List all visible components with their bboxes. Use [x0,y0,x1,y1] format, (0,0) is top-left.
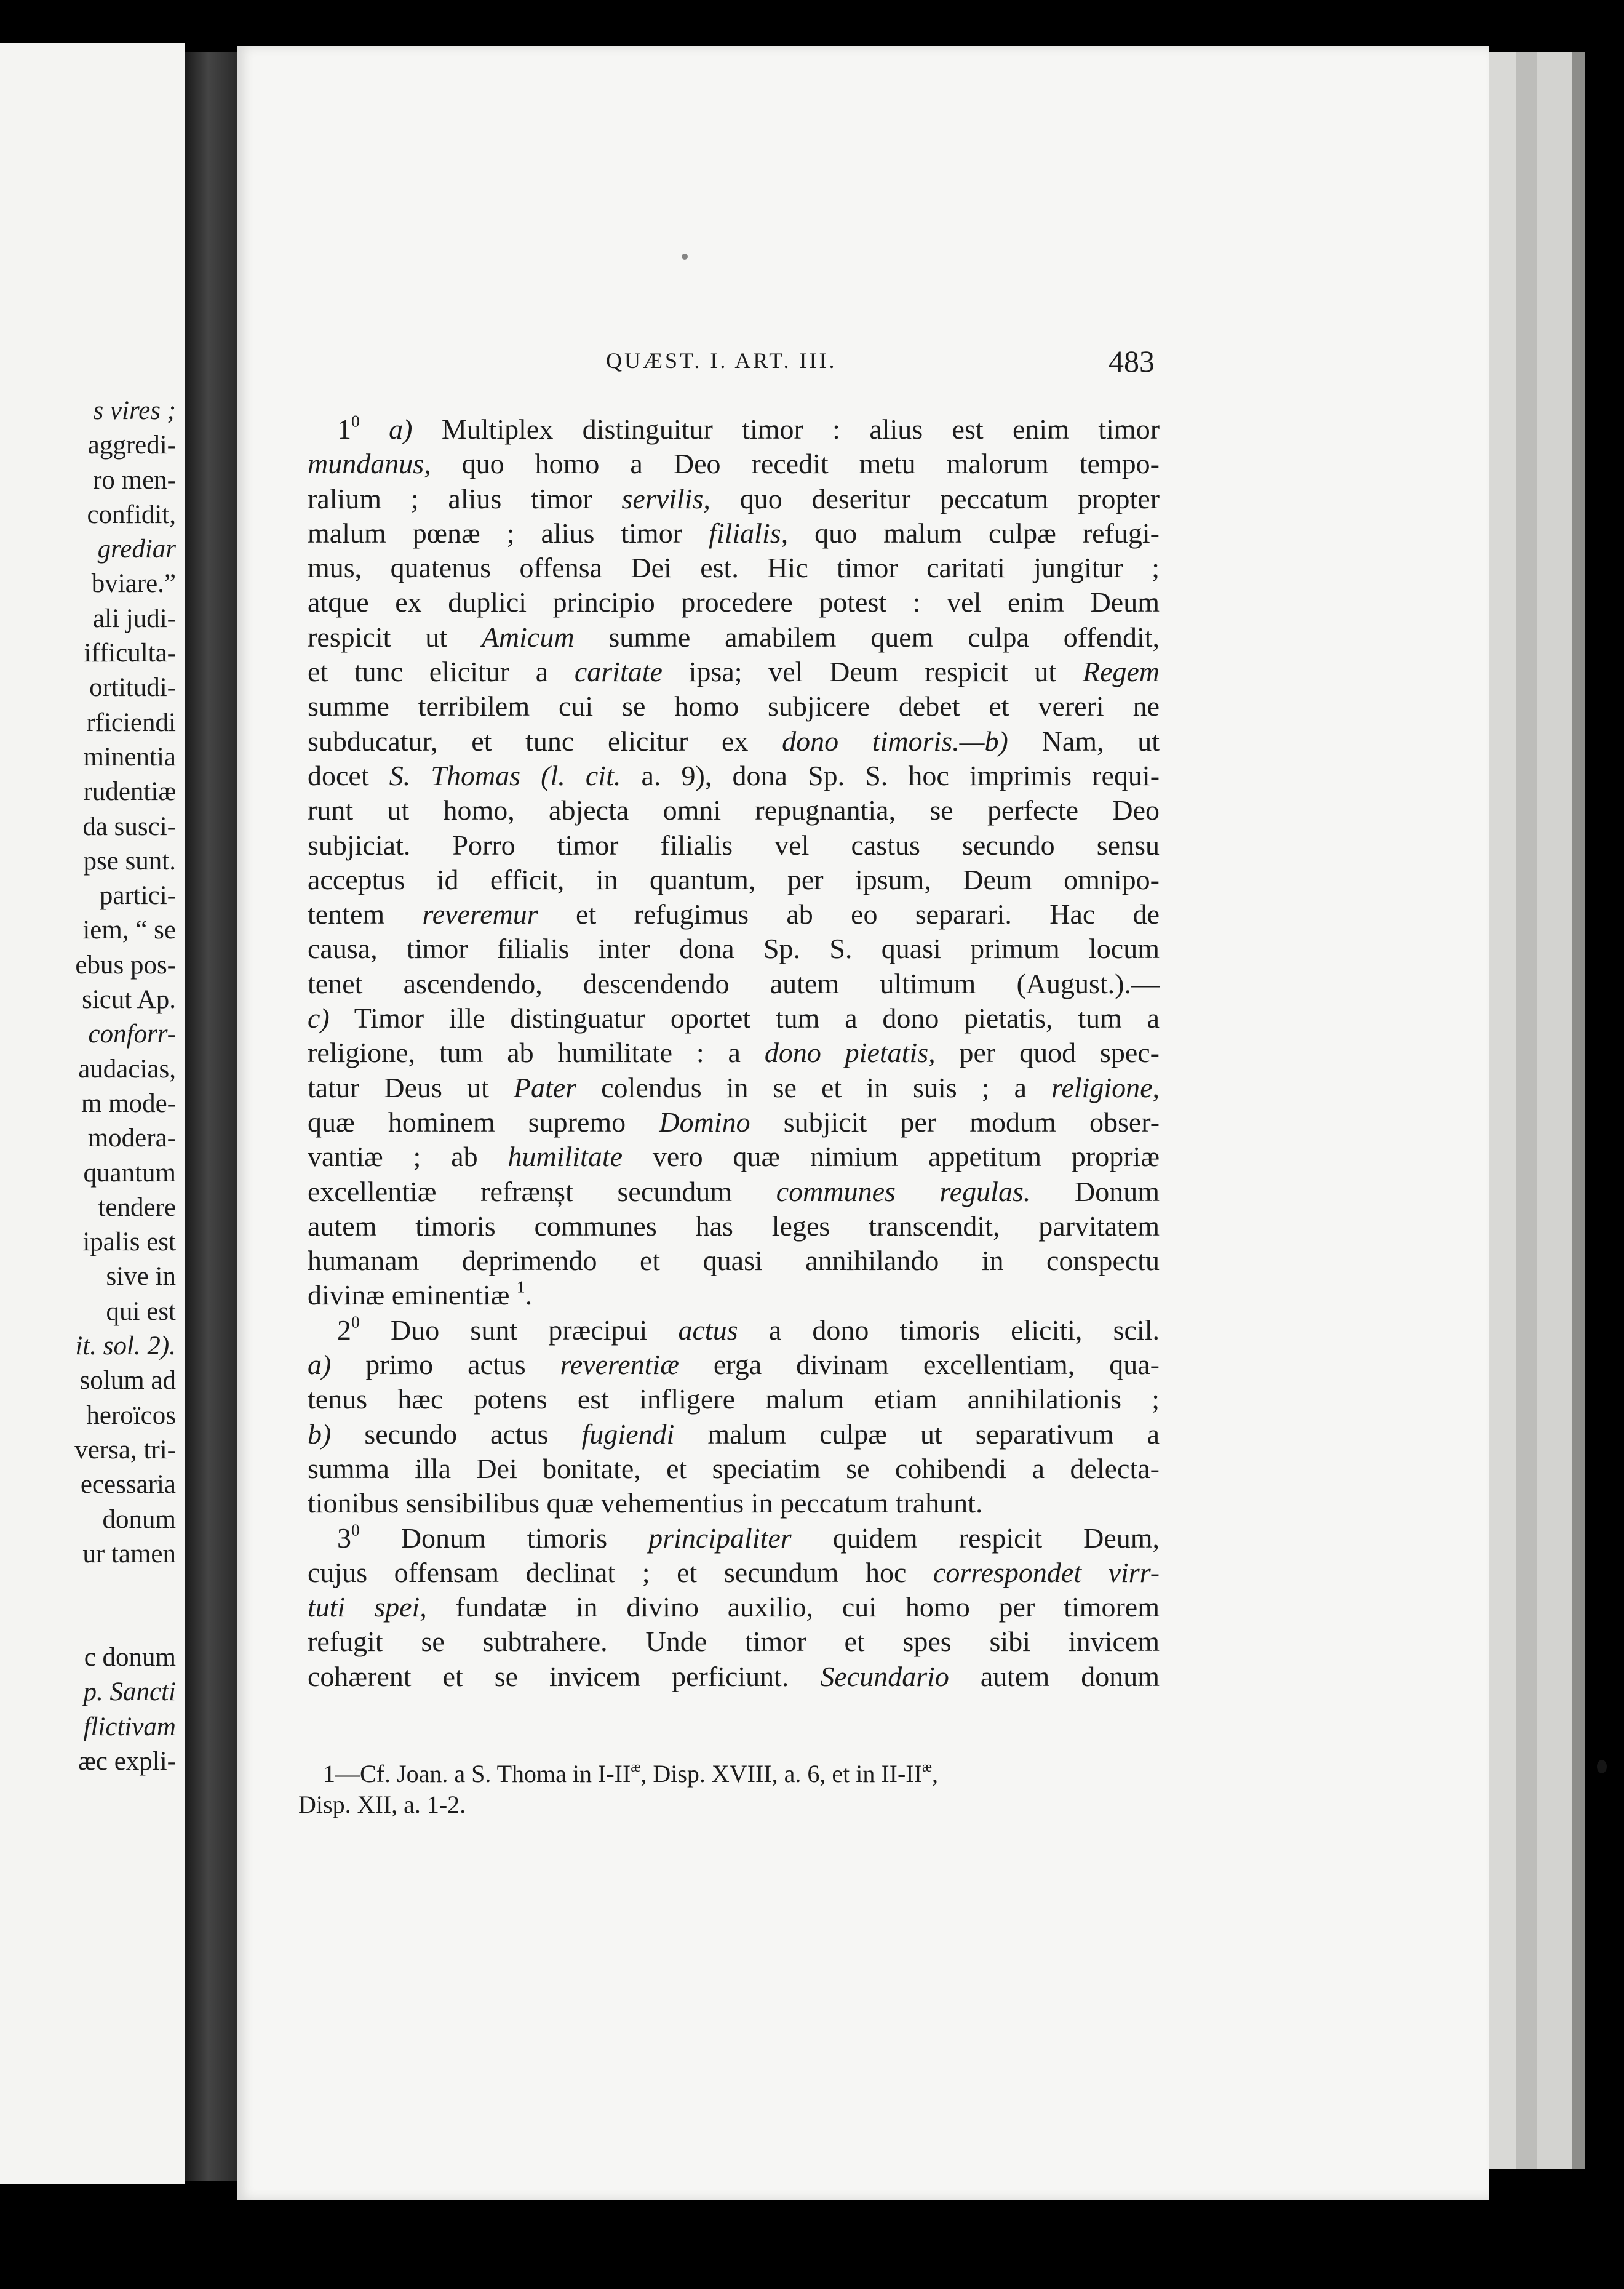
text-line: $3^0$ Donum timoris principaliter quidem respicit Deum, [337,1520,1160,1554]
text-line: malum pœnæ ; alius timor filialis, quo malum culpæ refugi- [308,517,1160,549]
text-line: cujus offensam declinat ; et secundum hoc correspondet virr- [308,1556,1160,1588]
left-page-line: sive in [106,1262,176,1292]
left-page-line: pse sunt. [83,846,176,876]
text-line: $1^0$ a) Multiplex distinguitur timor : alius est enim timor [337,412,1160,445]
left-page-line: donum [102,1504,176,1534]
left-page-line: da susci- [82,812,176,841]
left-page-line: rudentiæ [83,777,176,807]
left-page-line: ro men- [93,465,176,495]
left-page-line: ifficulta- [84,639,176,668]
left-page-line: s vires ; [93,396,176,425]
text-line: et tunc elicitur a caritate ipsa; vel Deum respicit ut Regem [308,656,1160,688]
left-page-line: grediar [97,535,176,564]
left-page-line: bviare.” [91,569,176,599]
text-line: mus, quatenus offensa Dei est. Hic timor caritati jungitur ; [308,552,1160,584]
text-line: subducatur, et tunc elicitur ex dono timoris.—b) Nam, ut [308,725,1160,757]
text-line: excellentiæ refrænșt secundum communes regulas. Donum [308,1175,1160,1207]
footnote-line: Disp. XII, a. 1-2. [298,1791,466,1818]
text-line: quæ hominem supremo Domino subjicit per modum obser- [308,1106,1160,1138]
text-line: tenet ascendendo, descendendo autem ultimum (August.).— [308,967,1160,999]
page-edge [1537,52,1572,2169]
left-page-line: p. Sancti [83,1677,176,1707]
left-page-line: m mode- [81,1089,176,1118]
text-line: atque ex duplici principio procedere potest : vel enim Deum [308,586,1160,618]
left-page-line: rficiendi [86,708,176,737]
footnote-marker: 1 [516,1278,525,1297]
text-line: subjiciat. Porro timor filialis vel castus secundo sensu [308,829,1160,861]
left-page-line: modera- [87,1124,176,1153]
text-line: $2^0$ Duo sunt præcipui actus a dono timoris eliciti, scil. [337,1312,1160,1346]
text-line: respicit ut Amicum summe amabilem quem culpa offendit, [308,621,1160,653]
text-line: b) secundo actus fugiendi malum culpæ ut separativum a [308,1418,1160,1450]
left-page-line: aggredi- [87,431,176,460]
book-gutter [185,52,237,2181]
left-page-line: ecessaria [80,1470,176,1500]
left-page-line: heroïcos [86,1400,176,1430]
left-page-line: partici- [99,881,176,911]
text-line: causa, timor filialis inter dona Sp. S. quasi primum locum [308,933,1160,965]
left-page-line: it. sol. 2). [75,1332,176,1361]
page-edge [1516,52,1537,2169]
text-line: docet S. Thomas (l. cit. a. 9), dona Sp. S. hoc imprimis requi- [308,759,1160,791]
left-page-line: audacias, [78,1054,176,1084]
footnote [298,1759,1160,1820]
text-line: divinæ eminentiæ $^1$. [308,1278,533,1311]
left-page-line: ipalis est [82,1228,176,1257]
page-number: 483 [1109,344,1155,378]
left-page-line: ortitudi- [89,673,176,703]
text-line: a) primo actus reverentiæ erga divinam excellentiam, qua- [308,1349,1160,1381]
left-page-fragment [0,43,185,2184]
left-page-line: solum ad [79,1366,176,1396]
page-edge [1489,52,1516,2169]
text-line: summe terribilem cui se homo subjicere debet et vereri ne [308,690,1160,722]
text-line: ralium ; alius timor servilis, quo deseritur peccatum propter [308,482,1160,514]
text-line: tentem reveremur et refugimus ab eo separari. Hac de [308,898,1160,930]
text-line: tatur Deus ut Pater colendus in se et in suis ; a religione, [308,1071,1160,1103]
ink-speck [682,254,688,260]
left-page-line: sicut Ap. [82,985,176,1015]
left-page-line: conforr- [88,1020,176,1049]
left-page-line: ali judi- [93,604,176,633]
left-page-line: ur tamen [82,1539,176,1568]
left-page-line [0,1572,176,1640]
left-page-line: versa, tri- [74,1435,176,1464]
text-line: tionibus sensibilibus quæ vehementius in peccatum trahunt. [308,1487,983,1519]
page-edge [1572,52,1585,2169]
left-page-line: flictivam [83,1712,176,1741]
text-line: summa illa Dei bonitate, et speciatim se cohibendi a delecta- [308,1452,1160,1484]
text-line: vantiæ ; ab humilitate vero quæ nimium appetitum propriæ [308,1141,1160,1173]
text-line: acceptus id efficit, in quantum, per ipsum, Deum omnipo- [308,863,1160,895]
left-page-text [0,394,176,1779]
left-page-line: iem, “ se [82,916,176,945]
text-line: mundanus, quo homo a Deo recedit metu malorum tempo- [308,448,1160,480]
running-title: QUÆST. I. ART. III. [606,348,837,373]
text-line: c) Timor ille distinguatur oportet tum a dono pietatis, tum a [308,1002,1160,1034]
left-page-line: quantum [83,1158,176,1188]
left-page-line: minentia [83,742,176,772]
text-line: tenus hæc potens est infligere malum etiam annihilationis ; [308,1383,1160,1415]
text-line: autem timoris communes has leges transcendit, parvitatem [308,1210,1160,1242]
text-line: refugit se subtrahere. Unde timor et spes sibi invicem [308,1626,1160,1658]
text-line: religione, tum ab humilitate : a dono pietatis, per quod spec- [308,1037,1160,1069]
left-page-line: c donum [84,1643,176,1672]
footnote-line: 1—Cf. Joan. a S. Thoma in $I-II^æ$, Disp. XVIII, a. 6, et in $II-II^æ$, [323,1759,938,1788]
main-text [308,412,1160,1694]
text-line: humanam deprimendo et quasi annihilando in conspectu [308,1245,1160,1277]
left-page-line: confidit, [87,500,176,529]
text-line: tuti spei, fundatæ in divino auxilio, cui homo per timorem [308,1591,1160,1623]
left-page-line: qui est [106,1296,176,1326]
text-line: cohærent et se invicem perficiunt. Secundario autem donum [308,1660,1160,1692]
left-page-line: ebus pos- [75,950,176,980]
left-page-line: tendere [98,1192,176,1222]
text-line: runt ut homo, abjecta omni repugnantia, se perfecte Deo [308,794,1160,826]
ink-speck [1597,1760,1607,1773]
left-page-line: æc expli- [78,1746,176,1776]
